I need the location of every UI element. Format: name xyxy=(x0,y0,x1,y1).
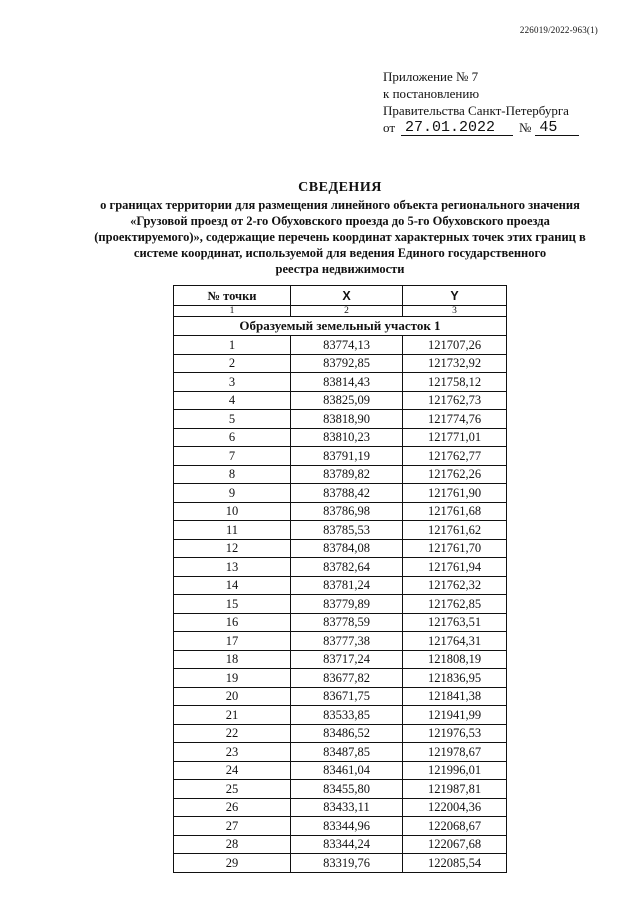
table-row xyxy=(174,502,507,521)
y-coordinate-cell: 122085,54 xyxy=(403,854,507,873)
document-heading: СВЕДЕНИЯ xyxy=(298,180,382,195)
x-coordinate-cell: 83789,82 xyxy=(291,465,403,484)
point-number-cell: 6 xyxy=(174,428,291,447)
table-row xyxy=(174,484,507,503)
x-coordinate-cell: 83784,08 xyxy=(291,539,403,558)
x-coordinate-cell: 83810,23 xyxy=(291,428,403,447)
section-row xyxy=(174,317,507,336)
x-coordinate-cell: 83533,85 xyxy=(291,706,403,725)
y-coordinate-cell: 121762,32 xyxy=(403,576,507,595)
x-coordinate-cell: 83319,76 xyxy=(291,854,403,873)
title-line-2: «Грузовой проезд от 2-го Обуховского проезда до 5-го Обуховского проезда xyxy=(130,214,550,228)
table-row xyxy=(174,613,507,632)
y-coordinate-cell: 121762,73 xyxy=(403,391,507,410)
x-coordinate-cell: 83792,85 xyxy=(291,354,403,373)
point-number-cell: 20 xyxy=(174,687,291,706)
y-coordinate-cell: 121707,26 xyxy=(403,336,507,355)
point-number-cell: 28 xyxy=(174,835,291,854)
point-number-cell: 23 xyxy=(174,743,291,762)
point-number-cell: 2 xyxy=(174,354,291,373)
table-row xyxy=(174,724,507,743)
point-number-cell: 3 xyxy=(174,373,291,392)
table-row xyxy=(174,798,507,817)
point-number-cell: 14 xyxy=(174,576,291,595)
x-coordinate-cell: 83791,19 xyxy=(291,447,403,466)
table-row xyxy=(174,687,507,706)
table-row xyxy=(174,669,507,688)
point-number-cell: 27 xyxy=(174,817,291,836)
point-number-cell: 24 xyxy=(174,761,291,780)
table-header-row xyxy=(174,286,507,306)
from-label: от xyxy=(383,120,396,135)
point-number-cell: 11 xyxy=(174,521,291,540)
table-row xyxy=(174,632,507,651)
header-y: Y xyxy=(403,286,507,306)
table-row xyxy=(174,854,507,873)
column-index: 1 xyxy=(174,306,291,317)
point-number-cell: 5 xyxy=(174,410,291,429)
table-row xyxy=(174,835,507,854)
table-row xyxy=(174,521,507,540)
y-coordinate-cell: 121774,76 xyxy=(403,410,507,429)
table-row xyxy=(174,743,507,762)
x-coordinate-cell: 83777,38 xyxy=(291,632,403,651)
column-index: 2 xyxy=(291,306,403,317)
table-row xyxy=(174,447,507,466)
table-row xyxy=(174,373,507,392)
y-coordinate-cell: 121761,70 xyxy=(403,539,507,558)
table-row xyxy=(174,428,507,447)
point-number-cell: 13 xyxy=(174,558,291,577)
appendix-title: Приложение № 7 xyxy=(383,69,479,84)
point-number-cell: 22 xyxy=(174,724,291,743)
point-number-cell: 15 xyxy=(174,595,291,614)
table-row xyxy=(174,539,507,558)
table-row xyxy=(174,391,507,410)
table-row xyxy=(174,410,507,429)
point-number-cell: 10 xyxy=(174,502,291,521)
y-coordinate-cell: 121732,92 xyxy=(403,354,507,373)
x-coordinate-cell: 83825,09 xyxy=(291,391,403,410)
x-coordinate-cell: 83344,96 xyxy=(291,817,403,836)
x-coordinate-cell: 83717,24 xyxy=(291,650,403,669)
point-number-cell: 7 xyxy=(174,447,291,466)
appendix-date-row xyxy=(383,119,579,136)
table-row xyxy=(174,706,507,725)
x-coordinate-cell: 83781,24 xyxy=(291,576,403,595)
appendix-resolution-line: к постановлению xyxy=(383,86,480,101)
y-coordinate-cell: 121761,94 xyxy=(403,558,507,577)
y-coordinate-cell: 121996,01 xyxy=(403,761,507,780)
x-coordinate-cell: 83788,42 xyxy=(291,484,403,503)
y-coordinate-cell: 121976,53 xyxy=(403,724,507,743)
x-coordinate-cell: 83778,59 xyxy=(291,613,403,632)
point-number-cell: 17 xyxy=(174,632,291,651)
x-coordinate-cell: 83818,90 xyxy=(291,410,403,429)
y-coordinate-cell: 121761,90 xyxy=(403,484,507,503)
x-coordinate-cell: 83782,64 xyxy=(291,558,403,577)
document-title-block xyxy=(80,180,600,277)
resolution-number: 45 xyxy=(535,120,579,136)
point-number-cell: 26 xyxy=(174,798,291,817)
number-label: № xyxy=(519,120,532,135)
section-title: Образуемый земельный участок 1 xyxy=(174,317,507,336)
y-coordinate-cell: 121761,62 xyxy=(403,521,507,540)
y-coordinate-cell: 121761,68 xyxy=(403,502,507,521)
point-number-cell: 8 xyxy=(174,465,291,484)
header-point-number: № точки xyxy=(174,286,291,306)
table-row xyxy=(174,595,507,614)
table-row xyxy=(174,336,507,355)
x-coordinate-cell: 83487,85 xyxy=(291,743,403,762)
table-row xyxy=(174,761,507,780)
y-coordinate-cell: 121762,26 xyxy=(403,465,507,484)
y-coordinate-cell: 121987,81 xyxy=(403,780,507,799)
y-coordinate-cell: 121978,67 xyxy=(403,743,507,762)
x-coordinate-cell: 83774,13 xyxy=(291,336,403,355)
y-coordinate-cell: 122068,67 xyxy=(403,817,507,836)
x-coordinate-cell: 83486,52 xyxy=(291,724,403,743)
table-row xyxy=(174,817,507,836)
point-number-cell: 21 xyxy=(174,706,291,725)
x-coordinate-cell: 83814,43 xyxy=(291,373,403,392)
y-coordinate-cell: 121763,51 xyxy=(403,613,507,632)
x-coordinate-cell: 83455,80 xyxy=(291,780,403,799)
table-row xyxy=(174,576,507,595)
header-x: X xyxy=(291,286,403,306)
table-row xyxy=(174,465,507,484)
point-number-cell: 25 xyxy=(174,780,291,799)
y-coordinate-cell: 121771,01 xyxy=(403,428,507,447)
point-number-cell: 29 xyxy=(174,854,291,873)
point-number-cell: 9 xyxy=(174,484,291,503)
point-number-cell: 12 xyxy=(174,539,291,558)
x-coordinate-cell: 83779,89 xyxy=(291,595,403,614)
y-coordinate-cell: 121762,85 xyxy=(403,595,507,614)
x-coordinate-cell: 83344,24 xyxy=(291,835,403,854)
table-row xyxy=(174,780,507,799)
x-coordinate-cell: 83785,53 xyxy=(291,521,403,540)
y-coordinate-cell: 121836,95 xyxy=(403,669,507,688)
y-coordinate-cell: 121762,77 xyxy=(403,447,507,466)
title-line-3: (проектируемого)», содержащие перечень координат характерных точек этих границ в xyxy=(94,230,586,244)
x-coordinate-cell: 83671,75 xyxy=(291,687,403,706)
appendix-block xyxy=(383,68,579,136)
column-index-row xyxy=(174,306,507,317)
table-row xyxy=(174,354,507,373)
y-coordinate-cell: 122004,36 xyxy=(403,798,507,817)
x-coordinate-cell: 83461,04 xyxy=(291,761,403,780)
y-coordinate-cell: 121941,99 xyxy=(403,706,507,725)
x-coordinate-cell: 83786,98 xyxy=(291,502,403,521)
y-coordinate-cell: 121808,19 xyxy=(403,650,507,669)
resolution-date: 27.01.2022 xyxy=(401,120,513,136)
title-line-4: системе координат, используемой для ведения Единого государственного xyxy=(133,246,547,260)
table-row xyxy=(174,558,507,577)
x-coordinate-cell: 83433,11 xyxy=(291,798,403,817)
coordinates-table xyxy=(173,285,507,873)
y-coordinate-cell: 122067,68 xyxy=(403,835,507,854)
point-number-cell: 18 xyxy=(174,650,291,669)
y-coordinate-cell: 121764,31 xyxy=(403,632,507,651)
point-number-cell: 16 xyxy=(174,613,291,632)
title-line-5: реестра недвижимости xyxy=(275,262,405,276)
title-line-1: о границах территории для размещения линейного объекта регионального значения xyxy=(100,198,580,212)
column-index: 3 xyxy=(403,306,507,317)
point-number-cell: 1 xyxy=(174,336,291,355)
document-id: 226019/2022-963(1) xyxy=(519,25,598,35)
appendix-government-line: Правительства Санкт-Петербурга xyxy=(383,103,569,118)
point-number-cell: 4 xyxy=(174,391,291,410)
point-number-cell: 19 xyxy=(174,669,291,688)
table-row xyxy=(174,650,507,669)
y-coordinate-cell: 121841,38 xyxy=(403,687,507,706)
x-coordinate-cell: 83677,82 xyxy=(291,669,403,688)
y-coordinate-cell: 121758,12 xyxy=(403,373,507,392)
